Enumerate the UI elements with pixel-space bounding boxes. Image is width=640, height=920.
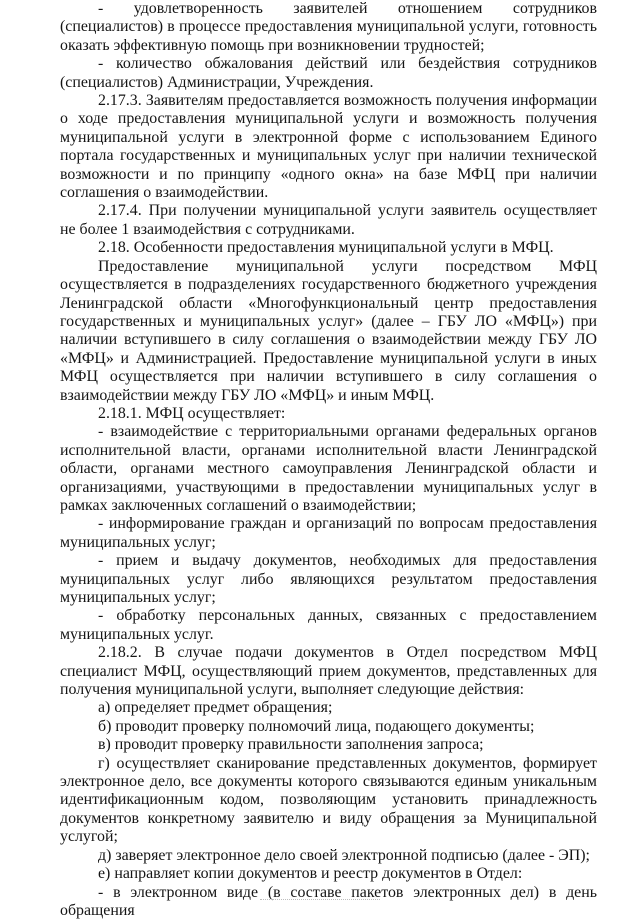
paragraph-appeals-count: - количество обжалования действий или бездействия сотрудников (специалистов) Администрации, Учреждения. xyxy=(60,55,597,92)
document-page xyxy=(60,0,597,920)
paragraph-personal-data: - обработку персональных данных, связанных с предоставлением муниципальных услуг. xyxy=(60,607,597,644)
paragraph-2-18-2: 2.18.2. В случае подачи документов в Отдел посредством МФЦ специалист МФЦ, осуществляющий прием документов, представленных для получения муниципальной услуги, выполняет следующие действия: xyxy=(60,644,597,699)
paragraph-2-17-3: 2.17.3. Заявителям предоставляется возможность получения информации о ходе предоставления муниципальной услуги и возможность получения муниципальной услуги в электронной форме с использованием Единого портала государственных и муниципальных услуг при наличии технической возможности и по принципу «одного окна» на базе МФЦ при наличии соглашения о взаимодействии. xyxy=(60,92,597,202)
paragraph-2-18-heading: 2.18. Особенности предоставления муниципальной услуги в МФЦ. xyxy=(60,239,597,257)
scan-edge-artifact xyxy=(260,899,380,902)
paragraph-reception: - прием и выдачу документов, необходимых для предоставления муниципальных услуг либо являющихся результатом предоставления муниципальных услуг; xyxy=(60,552,597,607)
paragraph-interaction: - взаимодействие с территориальными органами федеральных органов исполнительной власти, органами исполнительной власти Ленинградской области, органами местного самоуправления Ленинградской области и организациями, участвующими в предоставлении муниципальных услуг в рамках заключенных соглашений о взаимодействии; xyxy=(60,423,597,515)
list-item-electronic: - в электронном виде (в составе пакетов электронных дел) в день обращения xyxy=(60,884,597,920)
paragraph-2-18-1: 2.18.1. МФЦ осуществляет: xyxy=(60,405,597,423)
list-item-v: в) проводит проверку правильности заполнения запроса; xyxy=(60,736,597,754)
list-item-d: д) заверяет электронное дело своей электронной подписью (далее - ЭП); xyxy=(60,847,597,865)
paragraph-informing: - информирование граждан и организаций по вопросам предоставления муниципальных услуг; xyxy=(60,515,597,552)
list-item-a: а) определяет предмет обращения; xyxy=(60,699,597,717)
list-item-e: е) направляет копии документов и реестр документов в Отдел: xyxy=(60,865,597,883)
paragraph-satisfaction: - удовлетворенность заявителей отношением сотрудников (специалистов) в процессе предоставления муниципальной услуги, готовность оказать эффективную помощь при возникновении трудностей; xyxy=(60,0,597,55)
paragraph-2-17-4: 2.17.4. При получении муниципальной услуги заявитель осуществляет не более 1 взаимодействия с сотрудниками. xyxy=(60,202,597,239)
list-item-g: г) осуществляет сканирование представленных документов, формирует электронное дело, все документы которого связываются единым уникальным идентификационным кодом, позволяющим установить принадлежность документов конкретному заявителю и виду обращения за Муниципальной услугой; xyxy=(60,755,597,847)
list-item-b: б) проводит проверку полномочий лица, подающего документы; xyxy=(60,718,597,736)
paragraph-mfc-provision: Предоставление муниципальной услуги посредством МФЦ осуществляется в подразделениях государственного бюджетного учреждения Ленинградской области «Многофункциональный центр предоставления государственных и муниципальных услуг» (далее – ГБУ ЛО «МФЦ») при наличии вступившего в силу соглашения о взаимодействии между ГБУ ЛО «МФЦ» и Администрацией. Предоставление муниципальной услуги в иных МФЦ осуществляется при наличии вступившего в силу соглашения о взаимодействии между ГБУ ЛО «МФЦ» и иным МФЦ. xyxy=(60,258,597,405)
